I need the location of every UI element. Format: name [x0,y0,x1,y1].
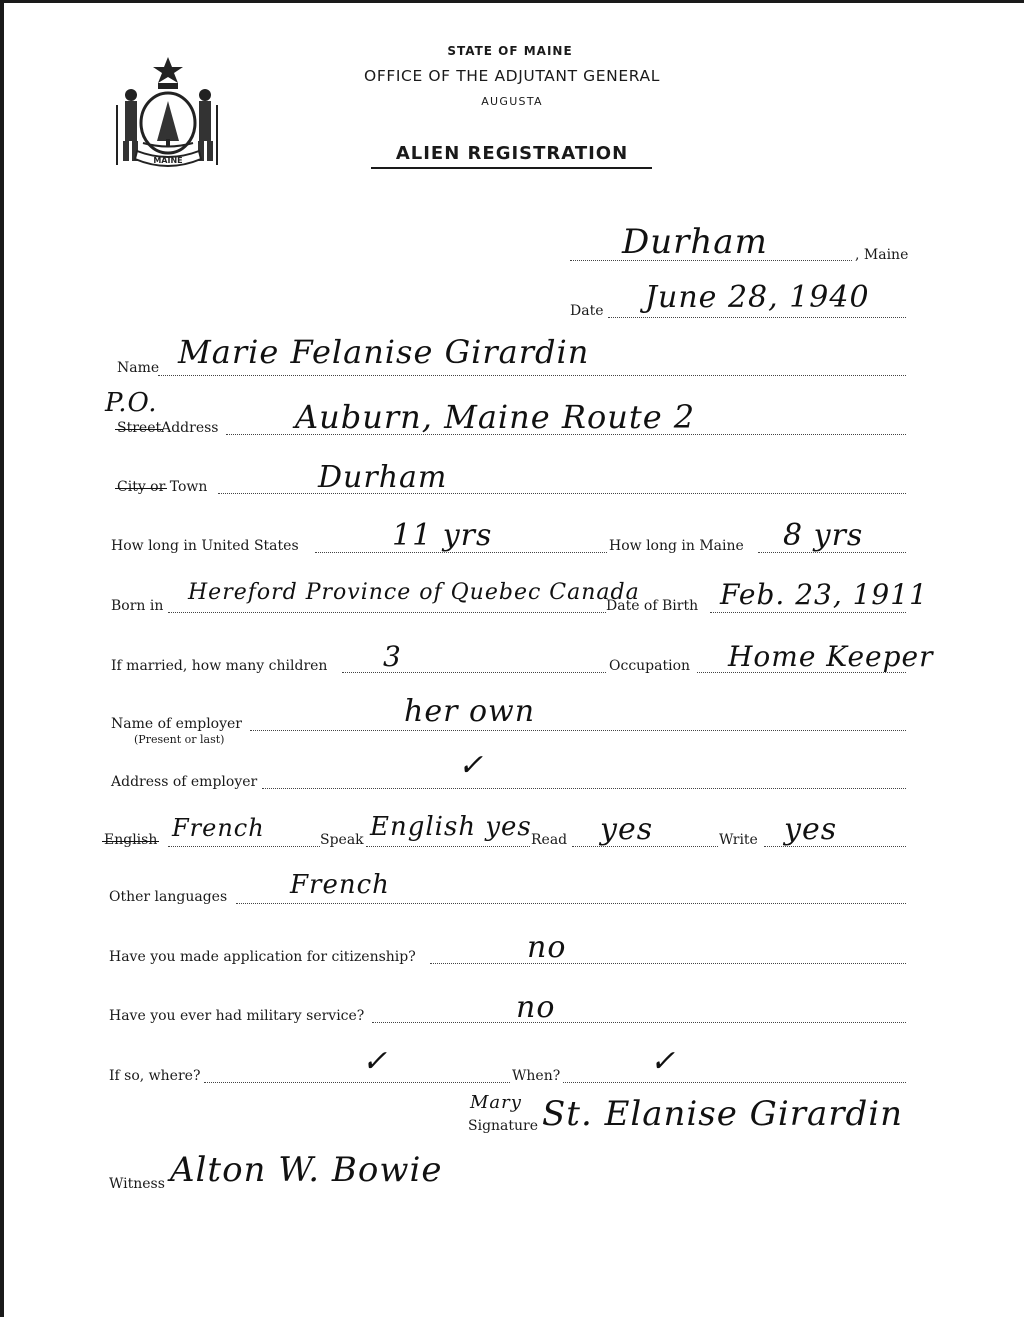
military-label: Have you ever had military service? [109,1008,365,1024]
employer-line [250,730,906,731]
speak-line [366,846,530,847]
header-city: AUGUSTA [481,95,543,108]
read-label: Read [531,832,568,848]
children-label: If married, how many children [111,658,328,674]
name-value: Marie Felanise Girardin [178,333,590,371]
born-in-value: Hereford Province of Quebec Canada [188,580,640,605]
citizenship-label: Have you made application for citizenship? [109,949,416,965]
other-languages-line [236,903,906,904]
address-value: Auburn, Maine Route 2 [295,398,696,436]
when-label: When? [512,1068,561,1084]
seal-text: MAINE [153,156,183,165]
date-value: June 28, 1940 [645,280,870,315]
children-line [342,672,606,673]
english-strike: English [104,832,158,848]
employer-label: Name of employer [111,716,242,732]
when-value: ✓ [650,1044,677,1079]
english-label [104,832,157,848]
employer-address-value: ✓ [458,748,485,783]
name-label: Name [117,360,160,376]
citizenship-line [430,963,906,964]
witness-label: Witness [109,1176,165,1192]
military-value: no [516,990,556,1025]
language-written-value: French [172,814,265,842]
how-long-us-label: How long in United States [111,538,299,554]
employer-address-label: Address of employer [111,774,258,790]
header-office: OFFICE OF THE ADJUTANT GENERAL [364,67,660,85]
town-value: Durham [318,460,448,495]
how-long-maine-label: How long in Maine [609,538,744,554]
other-languages-value: French [290,870,390,900]
date-of-birth-line [710,612,906,613]
other-languages-label: Other languages [109,889,228,905]
signature-prefix: Mary [470,1092,522,1113]
where-label: If so, where? [109,1068,201,1084]
date-of-birth-value: Feb. 23, 1911 [720,578,928,611]
speak-label: Speak [320,832,364,848]
employer-note: (Present or last) [134,733,225,746]
born-in-label: Born in [111,598,164,614]
place-value: Durham [622,222,768,262]
where-line [204,1082,510,1083]
speak-value: English yes [370,812,532,842]
occupation-label: Occupation [609,658,691,674]
signature-label: Signature [468,1118,539,1134]
maine-label: , Maine [855,247,909,263]
form-title: ALIEN REGISTRATION [395,143,629,164]
date-of-birth-label: Date of Birth [606,598,699,614]
address-label [117,420,219,436]
how-long-us-value: 11 yrs [392,518,493,553]
when-line [563,1082,906,1083]
title-underline [371,167,652,169]
how-long-maine-value: 8 yrs [783,518,864,553]
employer-address-line [262,788,906,789]
address-word: Address [161,420,219,436]
english-line [168,846,320,847]
city-strike: City or [117,479,166,495]
write-value: yes [784,812,838,847]
military-line [372,1022,906,1023]
town-label [117,479,207,495]
read-value: yes [600,812,654,847]
where-value: ✓ [362,1044,389,1079]
po-mark: P.O. [105,388,158,418]
witness-value: Alton W. Bowie [170,1150,443,1190]
citizenship-value: no [527,930,567,965]
employer-value: her own [404,694,536,729]
occupation-value: Home Keeper [728,640,934,673]
date-label: Date [570,303,604,319]
signature-value: St. Elanise Girardin [542,1094,904,1134]
street-strike: Street [117,420,162,436]
date-line [608,317,906,318]
town-word: Town [169,479,208,495]
name-line [158,375,906,376]
header-state: STATE OF MAINE [447,44,573,58]
born-in-line [168,612,606,613]
write-label: Write [719,832,758,848]
children-value: 3 [383,640,402,673]
